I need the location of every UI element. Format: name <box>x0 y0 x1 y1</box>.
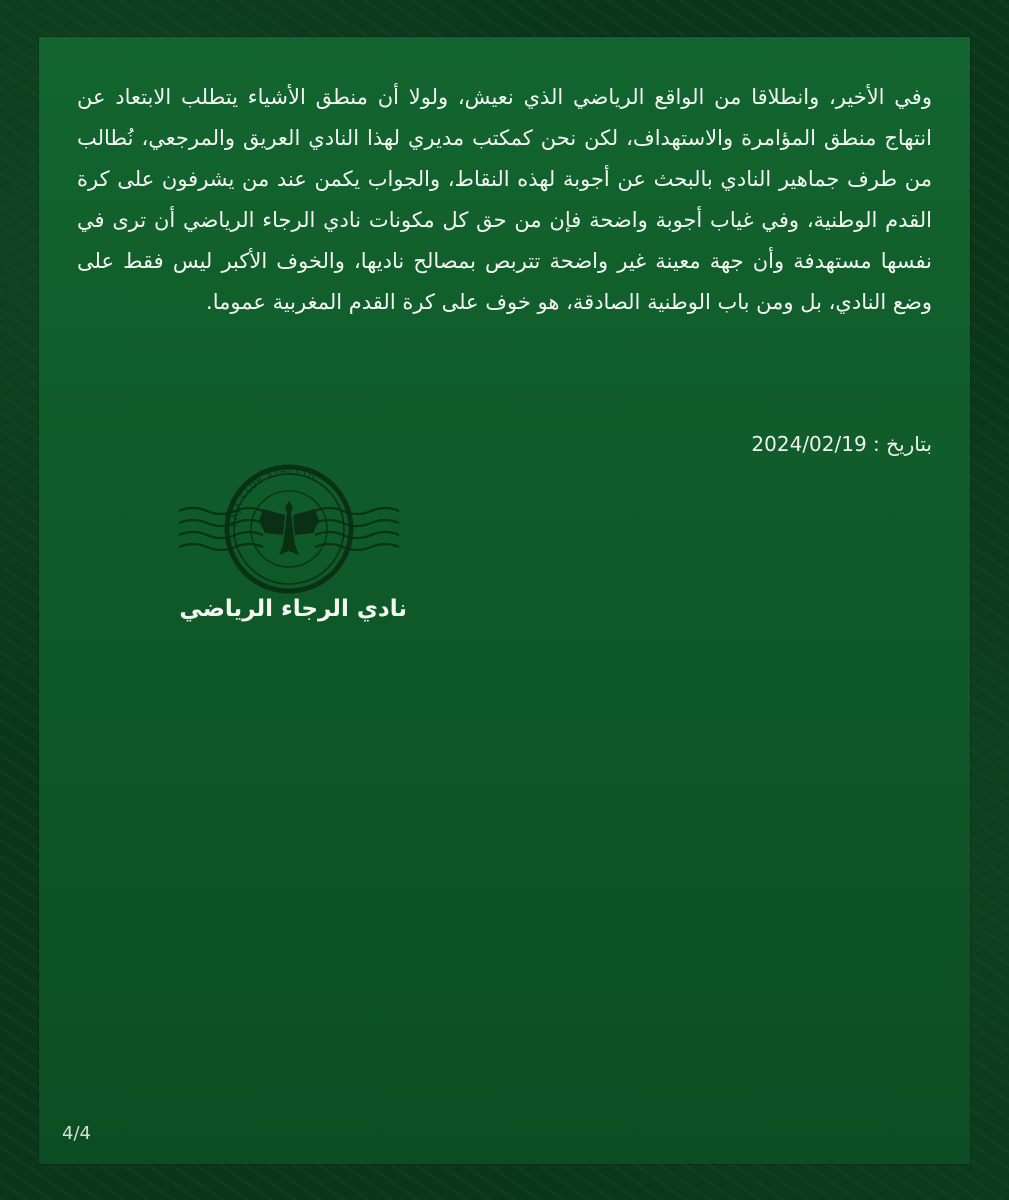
stamp-icon <box>179 449 399 599</box>
club-stamp <box>179 449 399 599</box>
body-paragraph: وفي الأخير، وانطلاقا من الواقع الرياضي الذي نعيش، ولولا أن منطق الأشياء يتطلب الابتعاد عن انتهاج منطق المؤامرة والاستهداف، لكن نحن كمكتب مديري لهذا النادي العريق والمرجعي، نُطالب من طرف جماهير النادي بالبحث عن أجوبة لهذه النقاط، والجواب يكمن عند من يشرفون على كرة القدم الوطنية، وفي غياب أجوبة واضحة فإن من حق كل مكونات نادي الرجاء الرياضي أن ترى في نفسها مستهدفة وأن جهة معينة غير واضحة تتربص بمصالح ناديها، والخوف الأكبر ليس فقط على وضع النادي، بل ومن باب الوطنية الصادقة، هو خوف على كرة القدم المغربية عموما. <box>77 85 932 314</box>
signature-name: نادي الرجاء الرياضي <box>179 596 407 622</box>
document-date: بتاريخ : 2024/02/19 <box>751 432 932 456</box>
page-number: 4/4 <box>62 1123 91 1144</box>
stamp-ring-text: RAJA CLUB ATHLETIC <box>229 467 321 528</box>
document-card <box>39 37 970 1164</box>
